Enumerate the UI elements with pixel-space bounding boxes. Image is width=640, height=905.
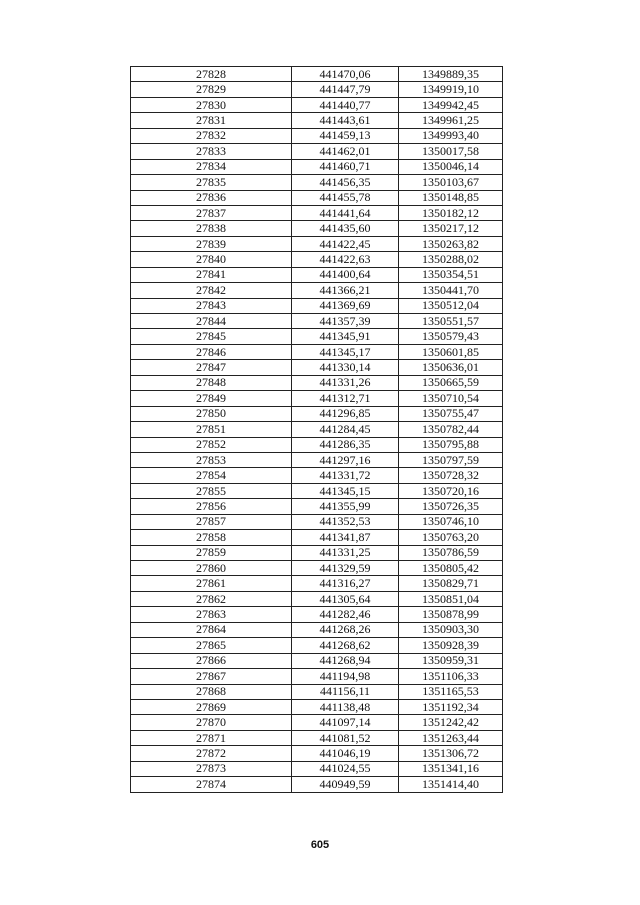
table-row: [131, 669, 503, 684]
point-number-cell: 27838: [131, 221, 292, 236]
y-coordinate-cell: 1350878,99: [399, 607, 503, 622]
table-row: [131, 190, 503, 205]
y-coordinate-cell: 1350755,47: [399, 406, 503, 421]
x-coordinate-cell: 441312,71: [292, 391, 399, 406]
table-row: [131, 236, 503, 251]
point-number-cell: 27833: [131, 144, 292, 159]
point-number-cell: 27870: [131, 715, 292, 730]
table-row: [131, 267, 503, 282]
table-row: [131, 591, 503, 606]
table-row: [131, 252, 503, 267]
x-coordinate-cell: 441316,27: [292, 576, 399, 591]
point-number-cell: 27863: [131, 607, 292, 622]
x-coordinate-cell: 441341,87: [292, 530, 399, 545]
point-number-cell: 27828: [131, 67, 292, 82]
table-row: [131, 761, 503, 776]
x-coordinate-cell: 441345,15: [292, 483, 399, 498]
x-coordinate-cell: 441459,13: [292, 128, 399, 143]
point-number-cell: 27835: [131, 175, 292, 190]
table-row: [131, 375, 503, 390]
y-coordinate-cell: 1351242,42: [399, 715, 503, 730]
x-coordinate-cell: 441268,94: [292, 653, 399, 668]
point-number-cell: 27860: [131, 561, 292, 576]
point-number-cell: 27856: [131, 499, 292, 514]
point-number-cell: 27831: [131, 113, 292, 128]
point-number-cell: 27858: [131, 530, 292, 545]
x-coordinate-cell: 441447,79: [292, 82, 399, 97]
x-coordinate-cell: 441331,26: [292, 375, 399, 390]
table-row: [131, 561, 503, 576]
x-coordinate-cell: 441097,14: [292, 715, 399, 730]
x-coordinate-cell: 441305,64: [292, 591, 399, 606]
point-number-cell: 27847: [131, 360, 292, 375]
point-number-cell: 27844: [131, 314, 292, 329]
y-coordinate-cell: 1350636,01: [399, 360, 503, 375]
y-coordinate-cell: 1350782,44: [399, 422, 503, 437]
point-number-cell: 27841: [131, 267, 292, 282]
table-row: [131, 221, 503, 236]
x-coordinate-cell: 441462,01: [292, 144, 399, 159]
y-coordinate-cell: 1351165,53: [399, 684, 503, 699]
table-row: [131, 144, 503, 159]
table-row: [131, 283, 503, 298]
point-number-cell: 27869: [131, 699, 292, 714]
table-row: [131, 67, 503, 82]
y-coordinate-cell: 1351341,16: [399, 761, 503, 776]
y-coordinate-cell: 1350441,70: [399, 283, 503, 298]
point-number-cell: 27866: [131, 653, 292, 668]
x-coordinate-cell: 441400,64: [292, 267, 399, 282]
point-number-cell: 27850: [131, 406, 292, 421]
x-coordinate-cell: 441422,45: [292, 236, 399, 251]
point-number-cell: 27839: [131, 236, 292, 251]
point-number-cell: 27834: [131, 159, 292, 174]
point-number-cell: 27846: [131, 344, 292, 359]
point-number-cell: 27862: [131, 591, 292, 606]
x-coordinate-cell: 441460,71: [292, 159, 399, 174]
y-coordinate-cell: 1350851,04: [399, 591, 503, 606]
x-coordinate-cell: 441435,60: [292, 221, 399, 236]
point-number-cell: 27830: [131, 97, 292, 112]
y-coordinate-cell: 1349889,35: [399, 67, 503, 82]
y-coordinate-cell: 1350354,51: [399, 267, 503, 282]
y-coordinate-cell: 1351106,33: [399, 669, 503, 684]
x-coordinate-cell: 441296,85: [292, 406, 399, 421]
table-row: [131, 422, 503, 437]
table-row: [131, 329, 503, 344]
x-coordinate-cell: 441443,61: [292, 113, 399, 128]
y-coordinate-cell: 1350512,04: [399, 298, 503, 313]
x-coordinate-cell: 441268,26: [292, 622, 399, 637]
x-coordinate-cell: 441456,35: [292, 175, 399, 190]
point-number-cell: 27865: [131, 638, 292, 653]
y-coordinate-cell: 1351192,34: [399, 699, 503, 714]
point-number-cell: 27867: [131, 669, 292, 684]
point-number-cell: 27854: [131, 468, 292, 483]
x-coordinate-cell: 441268,62: [292, 638, 399, 653]
table-row: [131, 314, 503, 329]
y-coordinate-cell: 1350805,42: [399, 561, 503, 576]
table-row: [131, 298, 503, 313]
table-row: [131, 514, 503, 529]
table-row: [131, 406, 503, 421]
y-coordinate-cell: 1350797,59: [399, 452, 503, 467]
table-row: [131, 483, 503, 498]
point-number-cell: 27849: [131, 391, 292, 406]
x-coordinate-cell: 441329,59: [292, 561, 399, 576]
y-coordinate-cell: 1349942,45: [399, 97, 503, 112]
table-row: [131, 205, 503, 220]
table-row: [131, 452, 503, 467]
y-coordinate-cell: 1350148,85: [399, 190, 503, 205]
table-row: [131, 545, 503, 560]
table-row: [131, 607, 503, 622]
table-row: [131, 530, 503, 545]
y-coordinate-cell: 1350786,59: [399, 545, 503, 560]
coordinates-table-body: [131, 67, 503, 793]
point-number-cell: 27851: [131, 422, 292, 437]
y-coordinate-cell: 1351414,40: [399, 777, 503, 792]
point-number-cell: 27874: [131, 777, 292, 792]
y-coordinate-cell: 1350017,58: [399, 144, 503, 159]
table-row: [131, 175, 503, 190]
x-coordinate-cell: 441284,45: [292, 422, 399, 437]
x-coordinate-cell: 441345,17: [292, 344, 399, 359]
x-coordinate-cell: 441331,25: [292, 545, 399, 560]
table-row: [131, 622, 503, 637]
y-coordinate-cell: 1349919,10: [399, 82, 503, 97]
table-row: [131, 82, 503, 97]
table-row: [131, 684, 503, 699]
table-row: [131, 468, 503, 483]
x-coordinate-cell: 441366,21: [292, 283, 399, 298]
point-number-cell: 27842: [131, 283, 292, 298]
x-coordinate-cell: 441330,14: [292, 360, 399, 375]
x-coordinate-cell: 441357,39: [292, 314, 399, 329]
point-number-cell: 27855: [131, 483, 292, 498]
x-coordinate-cell: 441331,72: [292, 468, 399, 483]
y-coordinate-cell: 1350728,32: [399, 468, 503, 483]
y-coordinate-cell: 1350710,54: [399, 391, 503, 406]
x-coordinate-cell: 441138,48: [292, 699, 399, 714]
point-number-cell: 27829: [131, 82, 292, 97]
point-number-cell: 27872: [131, 746, 292, 761]
table-row: [131, 715, 503, 730]
y-coordinate-cell: 1350928,39: [399, 638, 503, 653]
point-number-cell: 27845: [131, 329, 292, 344]
point-number-cell: 27836: [131, 190, 292, 205]
x-coordinate-cell: 441286,35: [292, 437, 399, 452]
y-coordinate-cell: 1350217,12: [399, 221, 503, 236]
x-coordinate-cell: 441441,64: [292, 205, 399, 220]
page-number: 605: [310, 839, 330, 851]
table-row: [131, 360, 503, 375]
y-coordinate-cell: 1350046,14: [399, 159, 503, 174]
x-coordinate-cell: 441352,53: [292, 514, 399, 529]
y-coordinate-cell: 1350288,02: [399, 252, 503, 267]
point-number-cell: 27859: [131, 545, 292, 560]
table-row: [131, 746, 503, 761]
y-coordinate-cell: 1350103,67: [399, 175, 503, 190]
y-coordinate-cell: 1350795,88: [399, 437, 503, 452]
table-row: [131, 730, 503, 745]
x-coordinate-cell: 441345,91: [292, 329, 399, 344]
point-number-cell: 27848: [131, 375, 292, 390]
y-coordinate-cell: 1350903,30: [399, 622, 503, 637]
y-coordinate-cell: 1349961,25: [399, 113, 503, 128]
table-row: [131, 576, 503, 591]
x-coordinate-cell: 441422,63: [292, 252, 399, 267]
point-number-cell: 27868: [131, 684, 292, 699]
point-number-cell: 27837: [131, 205, 292, 220]
x-coordinate-cell: 441046,19: [292, 746, 399, 761]
x-coordinate-cell: 441470,06: [292, 67, 399, 82]
x-coordinate-cell: 441194,98: [292, 669, 399, 684]
x-coordinate-cell: 441297,16: [292, 452, 399, 467]
table-row: [131, 128, 503, 143]
point-number-cell: 27873: [131, 761, 292, 776]
y-coordinate-cell: 1350720,16: [399, 483, 503, 498]
y-coordinate-cell: 1350763,20: [399, 530, 503, 545]
y-coordinate-cell: 1351263,44: [399, 730, 503, 745]
table-row: [131, 437, 503, 452]
table-row: [131, 113, 503, 128]
point-number-cell: 27853: [131, 452, 292, 467]
y-coordinate-cell: 1350601,85: [399, 344, 503, 359]
y-coordinate-cell: 1350263,82: [399, 236, 503, 251]
table-row: [131, 344, 503, 359]
table-row: [131, 777, 503, 792]
y-coordinate-cell: 1350959,31: [399, 653, 503, 668]
point-number-cell: 27852: [131, 437, 292, 452]
table-row: [131, 653, 503, 668]
table-row: [131, 699, 503, 714]
y-coordinate-cell: 1350182,12: [399, 205, 503, 220]
point-number-cell: 27857: [131, 514, 292, 529]
x-coordinate-cell: 440949,59: [292, 777, 399, 792]
x-coordinate-cell: 441369,69: [292, 298, 399, 313]
y-coordinate-cell: 1349993,40: [399, 128, 503, 143]
x-coordinate-cell: 441081,52: [292, 730, 399, 745]
y-coordinate-cell: 1350551,57: [399, 314, 503, 329]
point-number-cell: 27864: [131, 622, 292, 637]
point-number-cell: 27832: [131, 128, 292, 143]
y-coordinate-cell: 1350665,59: [399, 375, 503, 390]
y-coordinate-cell: 1350726,35: [399, 499, 503, 514]
x-coordinate-cell: 441355,99: [292, 499, 399, 514]
y-coordinate-cell: 1350579,43: [399, 329, 503, 344]
y-coordinate-cell: 1350746,10: [399, 514, 503, 529]
x-coordinate-cell: 441282,46: [292, 607, 399, 622]
table-row: [131, 97, 503, 112]
x-coordinate-cell: 441455,78: [292, 190, 399, 205]
table-row: [131, 391, 503, 406]
point-number-cell: 27843: [131, 298, 292, 313]
table-row: [131, 159, 503, 174]
point-number-cell: 27840: [131, 252, 292, 267]
x-coordinate-cell: 441440,77: [292, 97, 399, 112]
y-coordinate-cell: 1350829,71: [399, 576, 503, 591]
x-coordinate-cell: 441024,55: [292, 761, 399, 776]
y-coordinate-cell: 1351306,72: [399, 746, 503, 761]
table-row: [131, 638, 503, 653]
coordinates-table: [130, 66, 503, 793]
x-coordinate-cell: 441156,11: [292, 684, 399, 699]
table-row: [131, 499, 503, 514]
point-number-cell: 27871: [131, 730, 292, 745]
point-number-cell: 27861: [131, 576, 292, 591]
